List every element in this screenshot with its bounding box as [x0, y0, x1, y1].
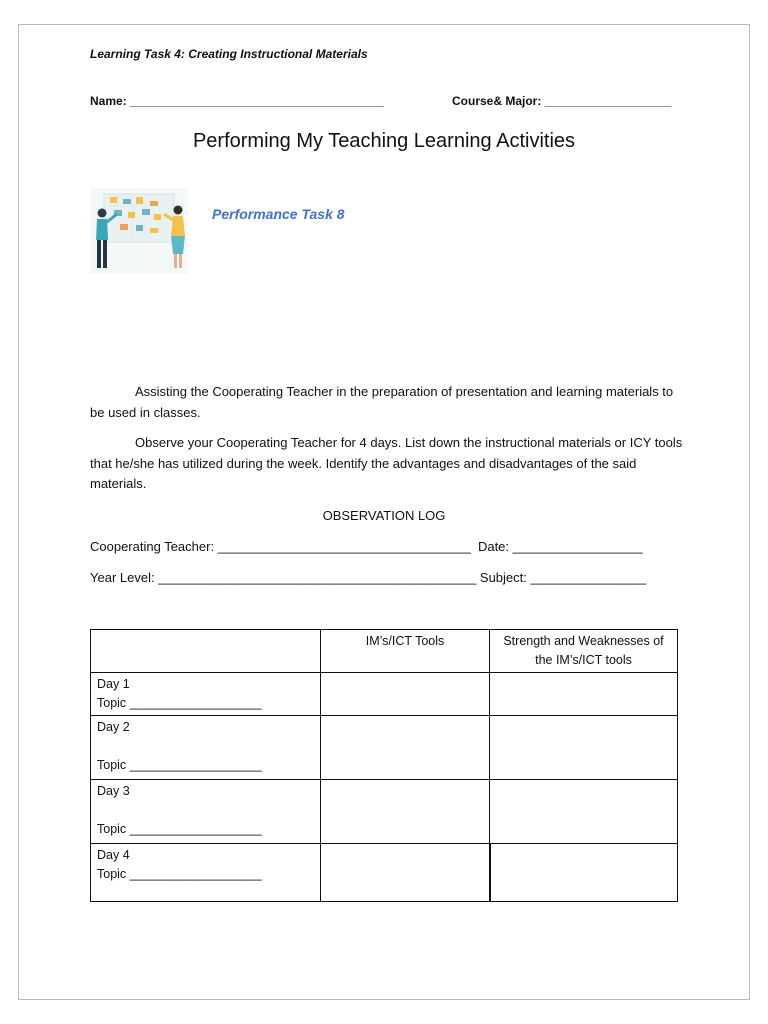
strengths-cell [490, 673, 678, 716]
performance-task-label: Performance Task 8 [212, 206, 345, 222]
day-label: Day 3 [97, 784, 130, 798]
tools-cell [321, 844, 490, 902]
topic-field: Topic ___________________ [97, 867, 262, 881]
day-label: Day 2 [97, 720, 130, 734]
observation-table [90, 629, 678, 902]
table-row [91, 844, 678, 902]
table-row [91, 780, 678, 844]
tools-cell [321, 716, 490, 780]
task-title: Learning Task 4: Creating Instructional Materials [90, 47, 368, 61]
day-label: Day 4 [97, 848, 130, 862]
table-header-row [91, 630, 678, 673]
course-major-field: Course& Major: ___________________ [452, 94, 672, 108]
day-cell [91, 716, 321, 780]
tools-cell [321, 780, 490, 844]
instruction-paragraph-2 [90, 433, 686, 495]
strengths-cell [490, 844, 678, 902]
day-cell [91, 673, 321, 716]
name-field: Name: ______________________________________ [90, 94, 384, 108]
paragraph-1-text: Assisting the Cooperating Teacher in the preparation of presentation and learning materials to be used in classes. [90, 384, 674, 420]
table-row [91, 716, 678, 780]
page-title: Performing My Teaching Learning Activities [192, 130, 576, 152]
cooperating-teacher-field: Cooperating Teacher: ___________________________________ Date: __________________ [90, 539, 643, 554]
strengths-cell [490, 716, 678, 780]
day-label: Day 1 [97, 677, 130, 691]
observation-log-title: OBSERVATION LOG [322, 508, 446, 523]
tools-cell [321, 673, 490, 716]
strengths-cell [490, 780, 678, 844]
teachers-board-illustration [90, 188, 188, 274]
topic-field: Topic ___________________ [97, 696, 262, 710]
topic-field: Topic ___________________ [97, 758, 262, 772]
table-row [91, 673, 678, 716]
topic-field: Topic ___________________ [97, 822, 262, 836]
year-level-field: Year Level: ____________________________________________ Subject: ________________ [90, 570, 647, 585]
paragraph-2-text: Observe your Cooperating Teacher for 4 days. List down the instructional materials or ICY tools that he/she has utilized during the week. Identify the advantages and disadvantages of the said materials. [90, 435, 683, 491]
table-header-cell [91, 630, 321, 673]
day-cell [91, 844, 321, 902]
day-cell [91, 780, 321, 844]
table-header-cell: IM’s/ICT Tools [321, 630, 490, 673]
instruction-paragraph-1 [90, 382, 686, 423]
table-header-cell: Strength and Weaknesses of the IM’s/ICT tools [490, 630, 678, 673]
